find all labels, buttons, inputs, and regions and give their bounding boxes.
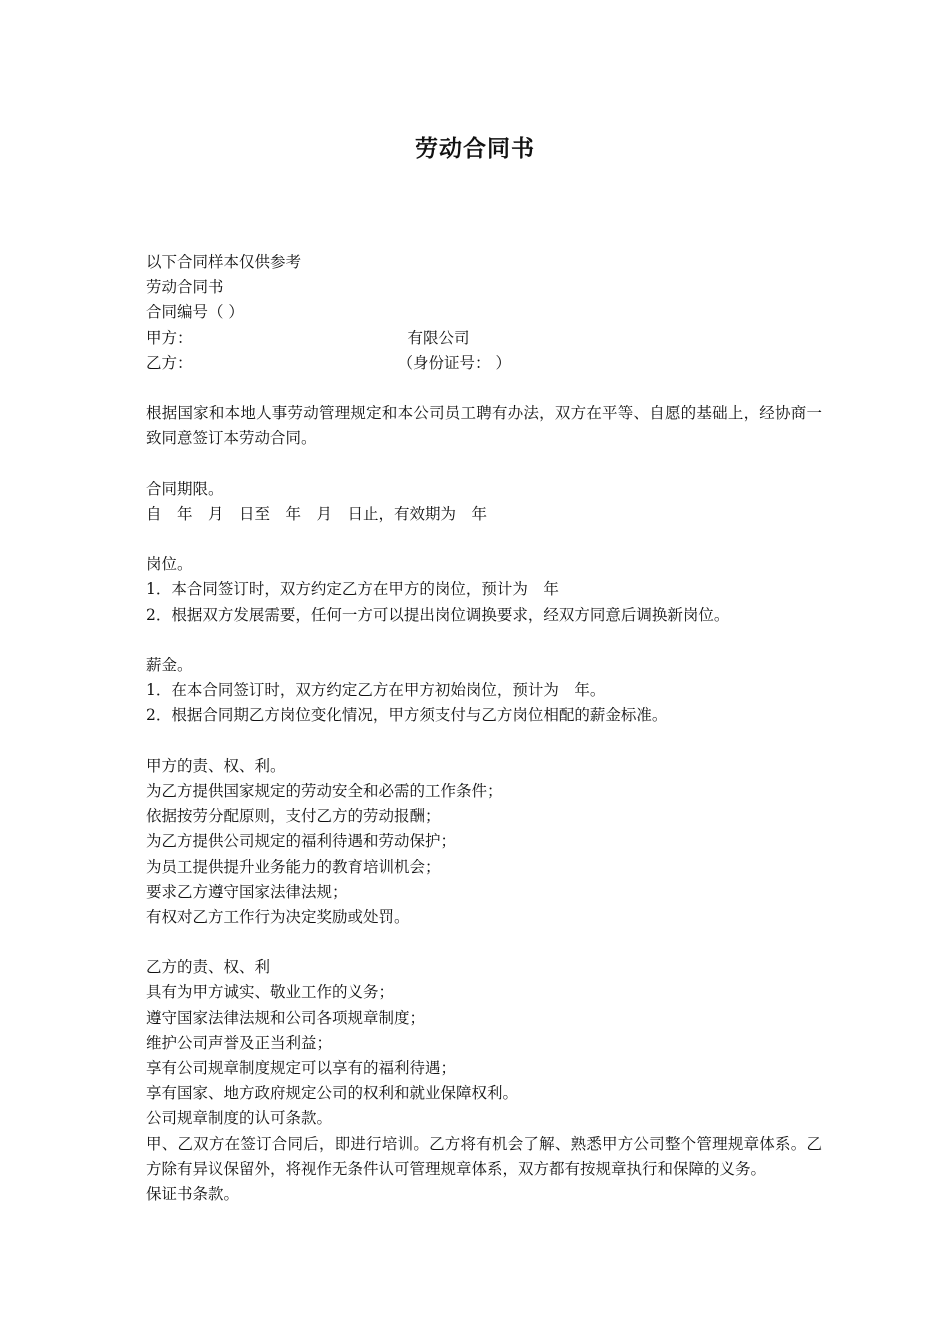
term-line: 自 年 月 日至 年 月 日止，有效期为 年 [146, 504, 488, 523]
document-title: 劳动合同书 [415, 136, 535, 162]
spacer [146, 930, 822, 955]
guarantee-clause-heading: 保证书条款。 [146, 1185, 240, 1203]
document-body [146, 250, 822, 1207]
party-a-rights-heading: 甲方的责、权、利。 [146, 756, 286, 775]
term-heading: 合同期限。 [146, 479, 224, 498]
reference-note: 以下合同样本仅供参考 [146, 253, 302, 271]
salary-item: 2．根据合同期乙方岗位变化情况，甲方须支付与乙方岗位相配的薪金标准。 [146, 706, 668, 725]
intro-paragraph: 根据国家和本地人事劳动管理规定和本公司员工聘有办法，双方在平等、自愿的基础上，经协商一致同意签订本劳动合同。 [146, 404, 822, 448]
party-b-rights-item: 享有公司规章制度规定可以享有的福利待遇； [146, 1059, 457, 1078]
contract-name: 劳动合同书 [146, 278, 224, 297]
spacer [146, 376, 822, 401]
spacer [146, 452, 822, 477]
position-item: 1．本合同签订时，双方约定乙方在甲方的岗位，预计为 年 [146, 580, 559, 599]
party-b-label: 乙方： [146, 353, 193, 372]
spacer [146, 729, 822, 754]
position-heading: 岗位。 [146, 555, 193, 574]
rules-clause-heading: 公司规章制度的认可条款。 [146, 1109, 333, 1128]
party-b-rights-item: 遵守国家法律法规和公司各项规章制度； [146, 1008, 426, 1027]
position-item: 2．根据双方发展需要，任何一方可以提出岗位调换要求，经双方同意后调换新岗位。 [146, 605, 730, 624]
party-a-rights-item: 为员工提供提升业务能力的教育培训机会； [146, 857, 441, 876]
party-b-id: （身份证号： ） [397, 353, 511, 372]
party-b-line [146, 351, 822, 376]
party-b-rights-heading: 乙方的责、权、利 [146, 958, 271, 977]
party-a-rights-item: 要求乙方遵守国家法律法规； [146, 882, 348, 901]
party-a-label: 甲方： [146, 328, 193, 347]
party-b-rights-item: 维护公司声誉及正当利益； [146, 1033, 333, 1052]
salary-heading: 薪金。 [146, 656, 193, 675]
spacer [146, 628, 822, 653]
party-a-rights-item: 依据按劳分配原则，支付乙方的劳动报酬； [146, 807, 441, 826]
party-a-rights-item: 有权对乙方工作行为决定奖励或处罚。 [146, 907, 410, 926]
party-b-rights-item: 享有国家、地方政府规定公司的权利和就业保障权利。 [146, 1084, 519, 1103]
party-a-rights-item: 为乙方提供公司规定的福利待遇和劳动保护； [146, 832, 457, 851]
spacer [146, 527, 822, 552]
rules-clause-text: 甲、乙双方在签订合同后，即进行培训。乙方将有机会了解、熟悉甲方公司整个管理规章体系。乙方除有异议保留外，将视作无条件认可管理规章体系，双方都有按规章执行和保障的义务。 [146, 1134, 822, 1178]
party-a-rights-item: 为乙方提供国家规定的劳动安全和必需的工作条件； [146, 781, 503, 800]
party-a-company: 有限公司 [407, 328, 470, 347]
party-b-rights-item: 具有为甲方诚实、敬业工作的义务； [146, 983, 395, 1002]
party-a-line [146, 326, 822, 351]
salary-item: 1．在本合同签订时，双方约定乙方在甲方初始岗位，预计为 年。 [146, 681, 606, 700]
contract-number: 合同编号（ ） [146, 303, 244, 322]
